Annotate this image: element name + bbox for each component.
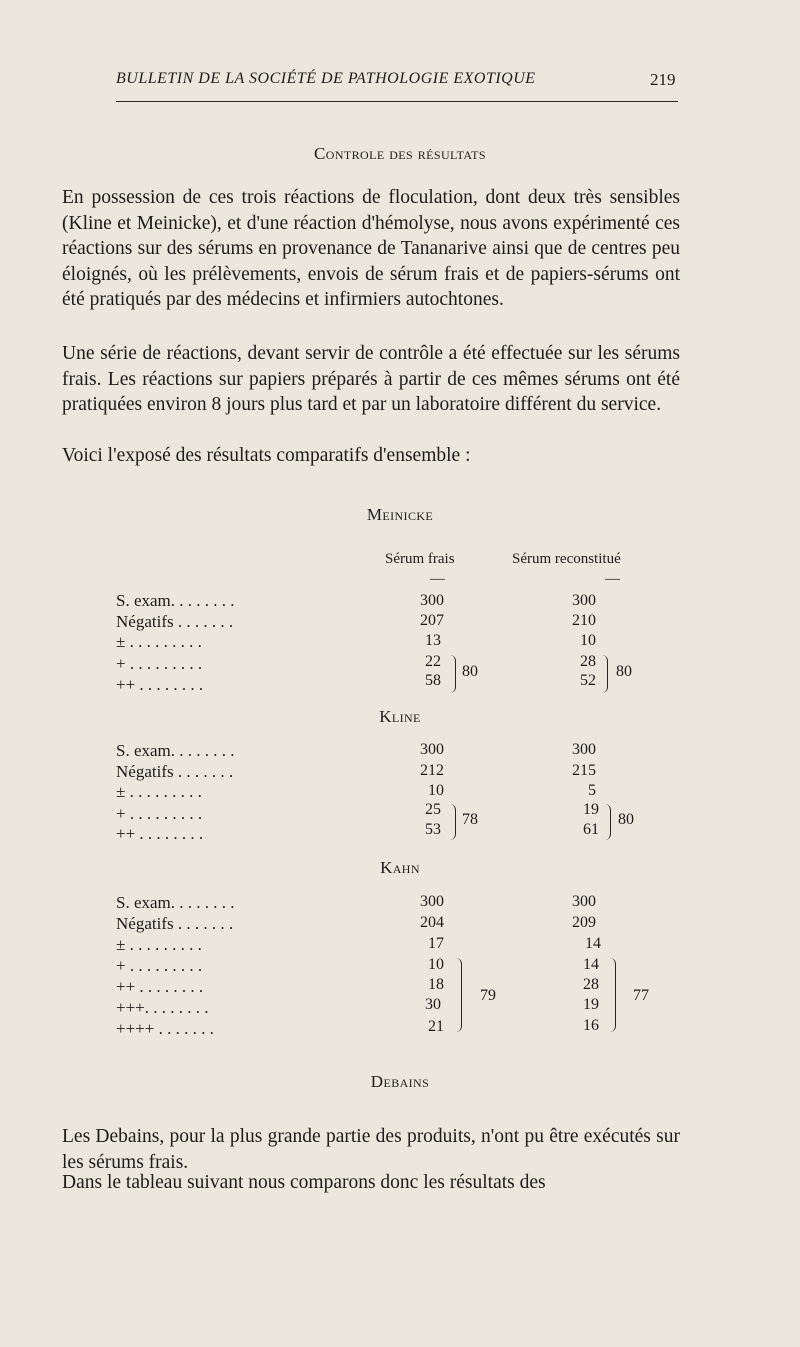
meinicke-row-label: + . . . . . . . . . (116, 654, 203, 673)
meinicke-row-label: S. exam. . . . . . . . (116, 591, 235, 610)
meinicke-row-label: ± . . . . . . . . . (116, 632, 202, 651)
kahn-recon-value: 28 (583, 976, 599, 993)
kline-recon-total: 80 (618, 811, 634, 828)
column-header-reconstituted: Sérum reconstitué (512, 551, 621, 567)
paragraph-4: Les Debains, pour la plus grande partie des produits, n'ont pu être exécutés sur les sérums frais. (62, 1126, 680, 1173)
kline-fresh-brace (450, 804, 456, 840)
kahn-fresh-value: 300 (420, 893, 444, 910)
intro-text (62, 185, 680, 313)
kahn-recon-value: 14 (583, 956, 599, 973)
kahn-fresh-value: 30 (425, 996, 441, 1013)
intro-text-2 (62, 341, 680, 418)
kahn-row-label: S. exam. . . . . . . . (116, 893, 235, 912)
kahn-fresh-value: 17 (428, 935, 444, 952)
page-number: 219 (650, 70, 676, 89)
kline-row-label: + . . . . . . . . . (116, 804, 203, 823)
meinicke-fresh-value: 13 (425, 632, 441, 649)
kline-fresh-value: 300 (420, 741, 444, 758)
kahn-fresh-value: 204 (420, 914, 444, 931)
meinicke-fresh-value: 22 (425, 653, 441, 670)
kline-recon-value: 215 (572, 762, 596, 779)
meinicke-recon-brace (602, 655, 608, 693)
paragraph-2: Une série de réactions, devant servir de contrôle a été effectuée sur les sérums frais. Les réactions sur papiers préparés à partir de ces mêmes sérums ont été pratiquées environ 8 jours plus tard et par un laboratoire différent du service. (62, 343, 680, 415)
kahn-fresh-value: 10 (428, 956, 444, 973)
kahn-row-label: +++. . . . . . . . (116, 998, 209, 1017)
kahn-row-label: ++++ . . . . . . . (116, 1019, 214, 1038)
meinicke-fresh-total: 80 (462, 663, 478, 680)
meinicke-recon-total: 80 (616, 663, 632, 680)
kline-row-label: ++ . . . . . . . . (116, 824, 204, 843)
kahn-recon-value: 19 (583, 996, 599, 1013)
kahn-row-label: + . . . . . . . . . (116, 956, 203, 975)
kline-row-label: S. exam. . . . . . . . (116, 741, 235, 760)
kahn-fresh-value: 18 (428, 976, 444, 993)
meinicke-fresh-value: 58 (425, 672, 441, 689)
closing-text-2 (62, 1170, 680, 1196)
paragraph-5: Dans le tableau suivant nous comparons donc les résultats des (62, 1172, 546, 1193)
meinicke-recon-value: 52 (580, 672, 596, 689)
header-rule (116, 101, 678, 102)
kline-fresh-value: 53 (425, 821, 441, 838)
section-heading: Controle des résultats (314, 144, 486, 163)
paragraph-3: Voici l'exposé des résultats comparatifs d'ensemble : (62, 445, 471, 466)
kline-recon-value: 300 (572, 741, 596, 758)
meinicke-row-label: ++ . . . . . . . . (116, 675, 204, 694)
meinicke-recon-value: 210 (572, 612, 596, 629)
kline-recon-brace (605, 804, 611, 840)
kline-heading: Kline (379, 707, 421, 726)
meinicke-recon-value: 300 (572, 592, 596, 609)
kahn-row-label: ± . . . . . . . . . (116, 935, 202, 954)
dash-fresh: — (430, 571, 445, 587)
journal-title: BULLETIN DE LA SOCIÉTÉ DE PATHOLOGIE EXOTIQUE (116, 70, 536, 87)
intro-text-3 (62, 443, 680, 469)
kline-row-label: ± . . . . . . . . . (116, 782, 202, 801)
kahn-row-label: ++ . . . . . . . . (116, 977, 204, 996)
kahn-fresh-brace (456, 958, 462, 1032)
meinicke-fresh-value: 300 (420, 592, 444, 609)
kahn-fresh-value: 21 (428, 1018, 444, 1035)
kline-fresh-total: 78 (462, 811, 478, 828)
meinicke-row-label: Négatifs . . . . . . . (116, 612, 234, 631)
kahn-recon-total: 77 (633, 987, 649, 1004)
kahn-recon-value: 300 (572, 893, 596, 910)
paragraph-1: En possession de ces trois réactions de floculation, dont deux très sensibles (Kline et Meinicke), et d'une réaction d'hémolyse, nous avons expérimenté ces réactions sur des sérums en provenance de Tananarive ainsi que de centres peu éloignés, où les prélèvements, envois de sérum frais et de papiers-sérums ont été pratiqués par des médecins et infirmiers autochtones. (62, 187, 680, 310)
kline-recon-value: 19 (583, 801, 599, 818)
kahn-heading: Kahn (380, 858, 420, 877)
kline-fresh-value: 25 (425, 801, 441, 818)
meinicke-heading: Meinicke (366, 505, 434, 524)
kahn-row-label: Négatifs . . . . . . . (116, 914, 234, 933)
kahn-recon-value: 14 (585, 935, 601, 952)
kline-recon-value: 61 (583, 821, 599, 838)
dash-reconstituted: — (605, 571, 620, 587)
kahn-fresh-total: 79 (480, 987, 496, 1004)
kline-fresh-value: 10 (428, 782, 444, 799)
kahn-recon-brace (610, 958, 616, 1032)
debains-heading: Debains (370, 1072, 430, 1091)
meinicke-fresh-value: 207 (420, 612, 444, 629)
kahn-recon-value: 209 (572, 914, 596, 931)
kline-recon-value: 5 (588, 782, 596, 799)
kahn-recon-value: 16 (583, 1017, 599, 1034)
kline-fresh-value: 212 (420, 762, 444, 779)
kline-row-label: Négatifs . . . . . . . (116, 762, 234, 781)
column-header-fresh: Sérum frais (385, 551, 455, 567)
closing-text (62, 1124, 680, 1175)
meinicke-fresh-brace (450, 655, 456, 693)
meinicke-recon-value: 10 (580, 632, 596, 649)
meinicke-recon-value: 28 (580, 653, 596, 670)
